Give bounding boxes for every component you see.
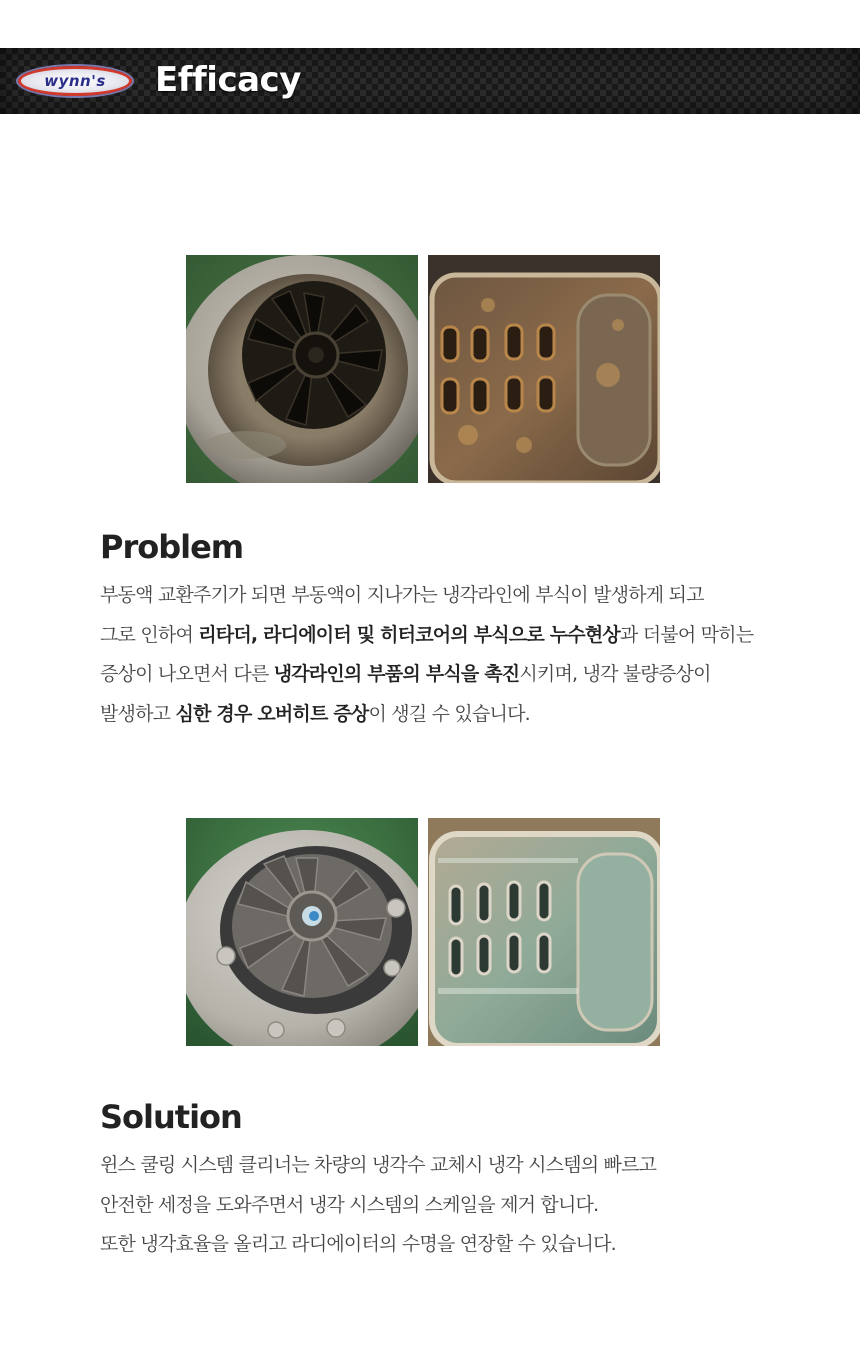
emphasized-text: 리타더, 라디에이터 및 히터코어의 부식으로 누수현상 xyxy=(198,623,620,646)
problem-line xyxy=(100,659,820,699)
page-title: Efficacy xyxy=(155,60,301,100)
problem-line xyxy=(100,620,820,660)
clean-radiator-photo xyxy=(428,818,660,1046)
body-text: 증상이 나오면서 다른 xyxy=(100,663,274,685)
solution-line xyxy=(100,1150,820,1190)
solution-line xyxy=(100,1190,820,1230)
wynns-logo xyxy=(18,66,132,96)
logo-text: wynn's xyxy=(44,72,106,90)
body-text: 그로 인하여 xyxy=(100,623,199,646)
solution-line xyxy=(100,1229,820,1269)
body-text: 발생하고 xyxy=(100,702,176,725)
problem-heading: Problem xyxy=(100,528,244,566)
problem-line xyxy=(100,699,820,739)
body-text: 안전한 세정을 도와주면서 냉각 시스템의 스케일을 제거 합니다. xyxy=(100,1193,599,1216)
body-text: 과 더불어 막히는 xyxy=(619,623,754,646)
corroded-radiator-photo xyxy=(428,255,660,483)
header-banner xyxy=(0,48,860,114)
body-text: 부동액 교환주기가 되면 부동액이 지나가는 냉각라인에 부식이 발생하게 되고 xyxy=(100,584,704,606)
body-text: 또한 냉각효율을 올리고 라디에이터의 수명을 연장할 수 있습니다. xyxy=(100,1233,616,1255)
problem-line xyxy=(100,580,820,620)
emphasized-text: 심한 경우 오버히트 증상 xyxy=(175,702,369,725)
body-text: 윈스 쿨링 시스템 클리너는 차량의 냉각수 교체시 냉각 시스템의 빠르고 xyxy=(100,1154,657,1176)
corroded-water-pump-photo xyxy=(186,255,418,483)
emphasized-text: 냉각라인의 부품의 부식을 촉진 xyxy=(273,663,520,685)
problem-description xyxy=(100,580,820,738)
clean-water-pump-photo xyxy=(186,818,418,1046)
solution-description xyxy=(100,1150,820,1269)
body-text: 이 생길 수 있습니다. xyxy=(368,702,530,725)
solution-heading: Solution xyxy=(100,1098,242,1136)
body-text: 시키며, 냉각 불량증상이 xyxy=(519,663,711,685)
